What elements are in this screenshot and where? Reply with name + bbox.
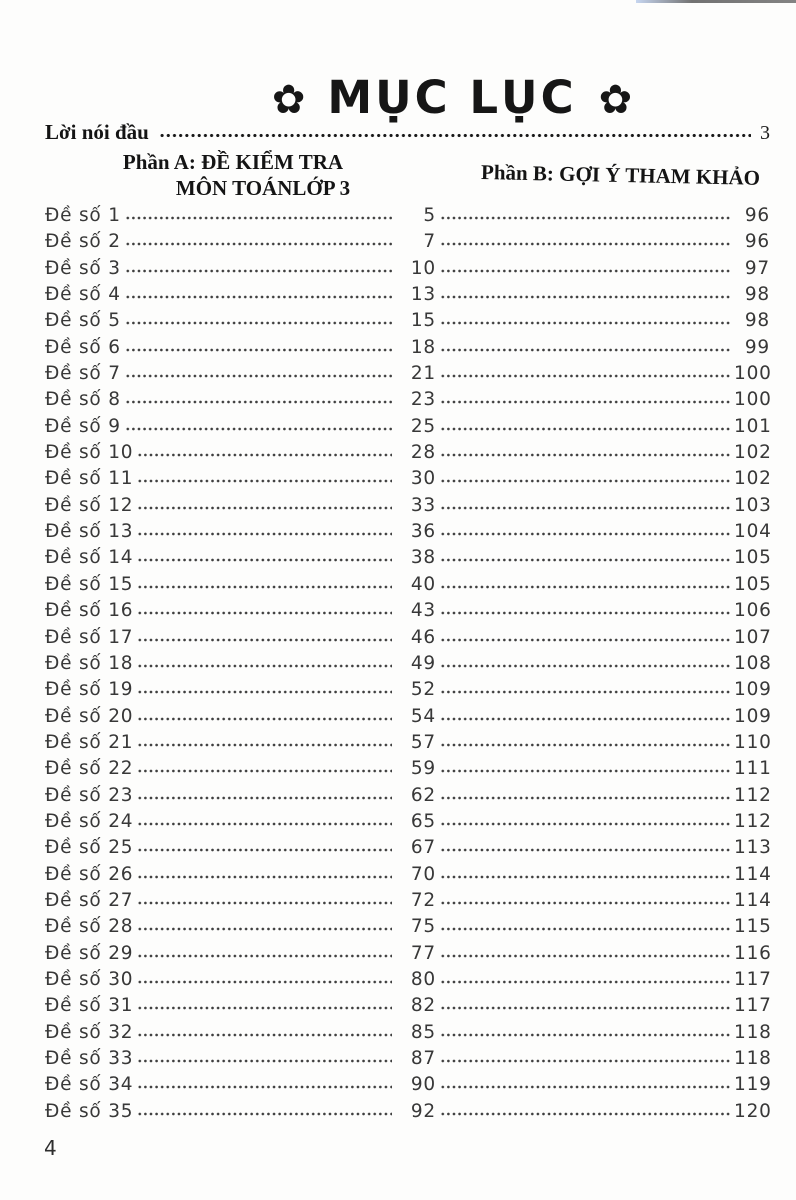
- toc-entry-label: Đề số 3: [45, 257, 121, 279]
- toc-entry-page-b: 99: [744, 336, 770, 358]
- dot-leader: [440, 874, 730, 880]
- dot-leader: [440, 452, 730, 458]
- toc-entry-page-a: 43: [410, 600, 436, 622]
- toc-entry-page-a: 67: [410, 837, 436, 859]
- intro-row: [45, 118, 770, 147]
- toc-entry-label: Đề số 24: [45, 810, 134, 832]
- toc-entry-label: Đề số 20: [45, 705, 134, 727]
- toc-entry-page-b: 106: [734, 600, 772, 622]
- dot-leader: [440, 926, 730, 932]
- dot-leader: [440, 584, 730, 590]
- dot-leader: [440, 689, 730, 695]
- toc-entry-label: Đề số 35: [45, 1100, 134, 1122]
- toc-entry-page-b: 100: [734, 389, 772, 411]
- dot-leader: [440, 768, 730, 774]
- toc-row: [45, 282, 770, 308]
- toc-entry-page-a: 40: [410, 573, 436, 595]
- toc-entry-page-b: 111: [734, 758, 772, 780]
- dot-leader: [440, 531, 730, 537]
- toc-entry-page-a: 15: [410, 310, 436, 332]
- toc-row: [45, 414, 770, 440]
- dot-leader: [125, 426, 392, 432]
- toc-row: [45, 545, 770, 571]
- toc-entry-page-b: 112: [734, 784, 772, 806]
- toc-list: [45, 203, 770, 1125]
- toc-entry-page-b: 120: [734, 1100, 772, 1122]
- toc-row: [45, 967, 770, 993]
- toc-entry-page-a: 59: [410, 758, 436, 780]
- dot-leader: [137, 847, 392, 853]
- toc-entry-label: Đề số 22: [45, 758, 134, 780]
- toc-entry-page-a: 5: [423, 205, 436, 226]
- flower-icon: ✿: [598, 76, 633, 123]
- toc-row: [45, 598, 770, 624]
- toc-entry-page-b: 96: [744, 231, 770, 253]
- toc-entry-page-b: 98: [744, 284, 770, 306]
- dot-leader: [125, 294, 392, 300]
- dot-leader: [440, 241, 730, 247]
- toc-entry-page-b: 109: [734, 679, 772, 701]
- toc-entry-label: Đề số 6: [45, 336, 121, 358]
- dot-leader: [440, 268, 730, 274]
- dot-leader: [440, 373, 730, 379]
- toc-entry-label: Đề số 19: [45, 679, 134, 701]
- dot-leader: [137, 637, 392, 643]
- scan-edge-artifact: [636, 0, 796, 3]
- toc-entry-page-b: 109: [734, 705, 772, 727]
- dot-leader: [137, 795, 392, 801]
- toc-entry-label: Đề số 28: [45, 916, 134, 938]
- dot-leader: [137, 926, 392, 932]
- toc-entry-page-b: 113: [734, 837, 772, 859]
- dot-leader: [440, 399, 730, 405]
- toc-entry-page-a: 77: [410, 942, 436, 964]
- toc-entry-label: Đề số 31: [45, 995, 134, 1017]
- toc-row: [45, 704, 770, 730]
- dot-leader: [125, 347, 392, 353]
- toc-entry-page-b: 105: [734, 547, 772, 569]
- dot-leader: [440, 294, 730, 300]
- toc-entry-page-a: 13: [410, 284, 436, 306]
- toc-entry-label: Đề số 9: [45, 415, 121, 437]
- toc-entry-page-a: 62: [410, 784, 436, 806]
- toc-entry-label: Đề số 11: [45, 468, 134, 490]
- dot-leader: [137, 584, 392, 590]
- toc-entry-page-b: 108: [734, 652, 772, 674]
- toc-entry-label: Đề số 29: [45, 942, 134, 964]
- dot-leader: [440, 1111, 730, 1117]
- section-a-line1: Phần A: ĐỀ KIỂM TRA: [122, 150, 344, 174]
- toc-row: [45, 203, 770, 229]
- toc-entry-page-a: 21: [410, 363, 436, 385]
- dot-leader: [137, 742, 392, 748]
- section-headings: [0, 149, 796, 203]
- toc-entry-label: Đề số 26: [45, 863, 134, 885]
- toc-entry-page-b: 102: [734, 468, 772, 490]
- dot-leader: [137, 531, 392, 537]
- toc-row: [45, 677, 770, 703]
- toc-entry-page-a: 57: [410, 731, 436, 753]
- toc-row: [45, 809, 770, 835]
- toc-entry-label: Đề số 30: [45, 968, 134, 990]
- dot-leader: [137, 505, 392, 511]
- toc-row: [45, 335, 770, 361]
- toc-row: [45, 756, 770, 782]
- toc-entry-label: Đề số 12: [45, 494, 134, 516]
- toc-entry-page-a: 25: [410, 415, 436, 437]
- page-number: 4: [44, 1136, 57, 1160]
- dot-leader: [440, 1032, 730, 1038]
- dot-leader: [137, 1058, 392, 1064]
- dot-leader: [440, 716, 730, 722]
- dot-leader: [440, 1058, 730, 1064]
- toc-entry-page-a: 72: [410, 889, 436, 911]
- page-title: [240, 71, 664, 124]
- toc-entry-page-a: 23: [410, 389, 436, 411]
- dot-leader: [125, 268, 392, 274]
- dot-leader: [440, 900, 730, 906]
- toc-entry-page-b: 116: [734, 942, 772, 964]
- toc-entry-page-b: 114: [734, 863, 772, 885]
- toc-row: [45, 730, 770, 756]
- dot-leader: [137, 689, 392, 695]
- toc-row: [45, 1046, 770, 1072]
- dot-leader: [159, 132, 751, 139]
- toc-row: [45, 1072, 770, 1098]
- dot-leader: [137, 1032, 392, 1038]
- toc-row: [45, 466, 770, 492]
- toc-entry-page-a: 10: [410, 257, 436, 279]
- dot-leader: [137, 953, 392, 959]
- toc-entry-page-b: 114: [734, 889, 772, 911]
- toc-entry-page-a: 28: [410, 442, 436, 464]
- toc-entry-page-b: 117: [734, 995, 772, 1017]
- dot-leader: [440, 847, 730, 853]
- toc-row: [45, 862, 770, 888]
- toc-entry-page-b: 103: [734, 494, 772, 516]
- dot-leader: [137, 610, 392, 616]
- toc-entry-page-a: 18: [410, 336, 436, 358]
- toc-row: [45, 783, 770, 809]
- dot-leader: [137, 821, 392, 827]
- section-a-line2: MÔN TOÁNLỚP 3: [175, 176, 351, 200]
- toc-entry-page-b: 102: [734, 442, 772, 464]
- toc-row: [45, 308, 770, 334]
- toc-entry-label: Đề số 8: [45, 389, 121, 411]
- toc-entry-page-a: 65: [410, 810, 436, 832]
- toc-entry-page-a: 82: [410, 995, 436, 1017]
- dot-leader: [125, 399, 392, 405]
- toc-entry-page-a: 30: [410, 468, 436, 490]
- toc-entry-page-b: 104: [734, 521, 772, 543]
- toc-row: [45, 835, 770, 861]
- toc-entry-page-b: 117: [734, 968, 772, 990]
- dot-leader: [440, 610, 730, 616]
- toc-row: [45, 941, 770, 967]
- toc-entry-page-b: 96: [744, 205, 770, 226]
- toc-entry-label: Đề số 25: [45, 837, 134, 859]
- toc-entry-page-a: 75: [410, 916, 436, 938]
- toc-entry-label: Đề số 5: [45, 310, 121, 332]
- dot-leader: [137, 900, 392, 906]
- toc-row: [45, 440, 770, 466]
- toc-entry-page-a: 49: [410, 652, 436, 674]
- dot-leader: [440, 637, 730, 643]
- dot-leader: [440, 821, 730, 827]
- dot-leader: [137, 768, 392, 774]
- dot-leader: [137, 1084, 392, 1090]
- intro-page-number: 3: [760, 122, 770, 144]
- toc-row: [45, 493, 770, 519]
- toc-row: [45, 914, 770, 940]
- dot-leader: [440, 979, 730, 985]
- toc-entry-page-a: 80: [410, 968, 436, 990]
- toc-row: [45, 256, 770, 282]
- toc-entry-page-a: 70: [410, 863, 436, 885]
- toc-entry-label: Đề số 1: [45, 205, 121, 226]
- dot-leader: [440, 1084, 730, 1090]
- section-heading-b: Phần B: GỢI Ý THAM KHẢO: [480, 160, 761, 190]
- dot-leader: [440, 505, 730, 511]
- dot-leader: [137, 1005, 392, 1011]
- toc-entry-page-b: 101: [734, 415, 772, 437]
- toc-entry-page-a: 90: [410, 1074, 436, 1096]
- toc-entry-page-b: 115: [734, 916, 772, 938]
- toc-entry-page-a: 92: [410, 1100, 436, 1122]
- toc-entry-page-b: 112: [734, 810, 772, 832]
- toc-entry-page-a: 7: [423, 231, 436, 253]
- toc-entry-page-b: 98: [744, 310, 770, 332]
- dot-leader: [440, 347, 730, 353]
- dot-leader: [440, 426, 730, 432]
- toc-row: [45, 387, 770, 413]
- dot-leader: [440, 953, 730, 959]
- toc-entry-label: Đề số 7: [45, 363, 121, 385]
- intro-label: Lời nói đầu: [45, 120, 149, 144]
- section-heading-a: [118, 149, 351, 201]
- dot-leader: [125, 241, 392, 247]
- toc-row: [45, 572, 770, 598]
- toc-entry-page-b: 118: [734, 1021, 772, 1043]
- dot-leader: [440, 215, 730, 221]
- dot-leader: [125, 215, 392, 221]
- toc-entry-page-a: 38: [410, 547, 436, 569]
- dot-leader: [137, 1111, 392, 1117]
- toc-entry-page-a: 52: [410, 679, 436, 701]
- toc-entry-page-a: 36: [410, 521, 436, 543]
- dot-leader: [137, 478, 392, 484]
- toc-row: [45, 519, 770, 545]
- toc-row: [45, 229, 770, 255]
- toc-entry-page-a: 33: [410, 494, 436, 516]
- toc-row: [45, 888, 770, 914]
- dot-leader: [137, 979, 392, 985]
- dot-leader: [137, 663, 392, 669]
- dot-leader: [137, 452, 392, 458]
- toc-entry-label: Đề số 21: [45, 731, 134, 753]
- dot-leader: [440, 557, 730, 563]
- toc-entry-label: Đề số 34: [45, 1074, 134, 1096]
- toc-entry-page-b: 107: [734, 626, 772, 648]
- toc-entry-label: Đề số 14: [45, 547, 134, 569]
- dot-leader: [137, 716, 392, 722]
- toc-row: [45, 361, 770, 387]
- toc-entry-page-b: 110: [734, 731, 772, 753]
- toc-entry-label: Đề số 32: [45, 1021, 134, 1043]
- toc-entry-label: Đề số 13: [45, 521, 134, 543]
- dot-leader: [125, 373, 392, 379]
- toc-entry-label: Đề số 2: [45, 231, 121, 253]
- toc-entry-label: Đề số 17: [45, 626, 134, 648]
- dot-leader: [440, 663, 730, 669]
- toc-row: [45, 651, 770, 677]
- toc-row: [45, 1020, 770, 1046]
- toc-entry-page-b: 97: [744, 257, 770, 279]
- dot-leader: [440, 320, 730, 326]
- toc-entry-label: Đề số 33: [45, 1048, 134, 1069]
- dot-leader: [440, 742, 730, 748]
- toc-row: [45, 993, 770, 1019]
- toc-entry-label: Đề số 23: [45, 784, 134, 806]
- toc-entry-page-a: 87: [410, 1048, 436, 1069]
- toc-entry-label: Đề số 15: [45, 573, 134, 595]
- toc-entry-label: Đề số 4: [45, 284, 121, 306]
- flower-icon: ✿: [271, 76, 306, 123]
- toc-entry-page-b: 119: [734, 1074, 772, 1096]
- toc-entry-label: Đề số 10: [45, 442, 134, 464]
- toc-row: [45, 625, 770, 651]
- toc-entry-label: Đề số 18: [45, 652, 134, 674]
- page-title-text: MỤC LỤC: [327, 71, 577, 125]
- dot-leader: [137, 874, 392, 880]
- toc-entry-page-a: 46: [410, 626, 436, 648]
- toc-entry-label: Đề số 16: [45, 600, 134, 622]
- toc-entry-label: Đề số 27: [45, 889, 134, 911]
- dot-leader: [125, 320, 392, 326]
- toc-entry-page-b: 100: [734, 363, 772, 385]
- toc-entry-page-b: 118: [734, 1048, 772, 1069]
- dot-leader: [440, 1005, 730, 1011]
- dot-leader: [440, 795, 730, 801]
- dot-leader: [440, 478, 730, 484]
- dot-leader: [137, 557, 392, 563]
- toc-entry-page-b: 105: [734, 573, 772, 595]
- toc-entry-page-a: 85: [410, 1021, 436, 1043]
- toc-entry-page-a: 54: [410, 705, 436, 727]
- toc-row: [45, 1099, 770, 1125]
